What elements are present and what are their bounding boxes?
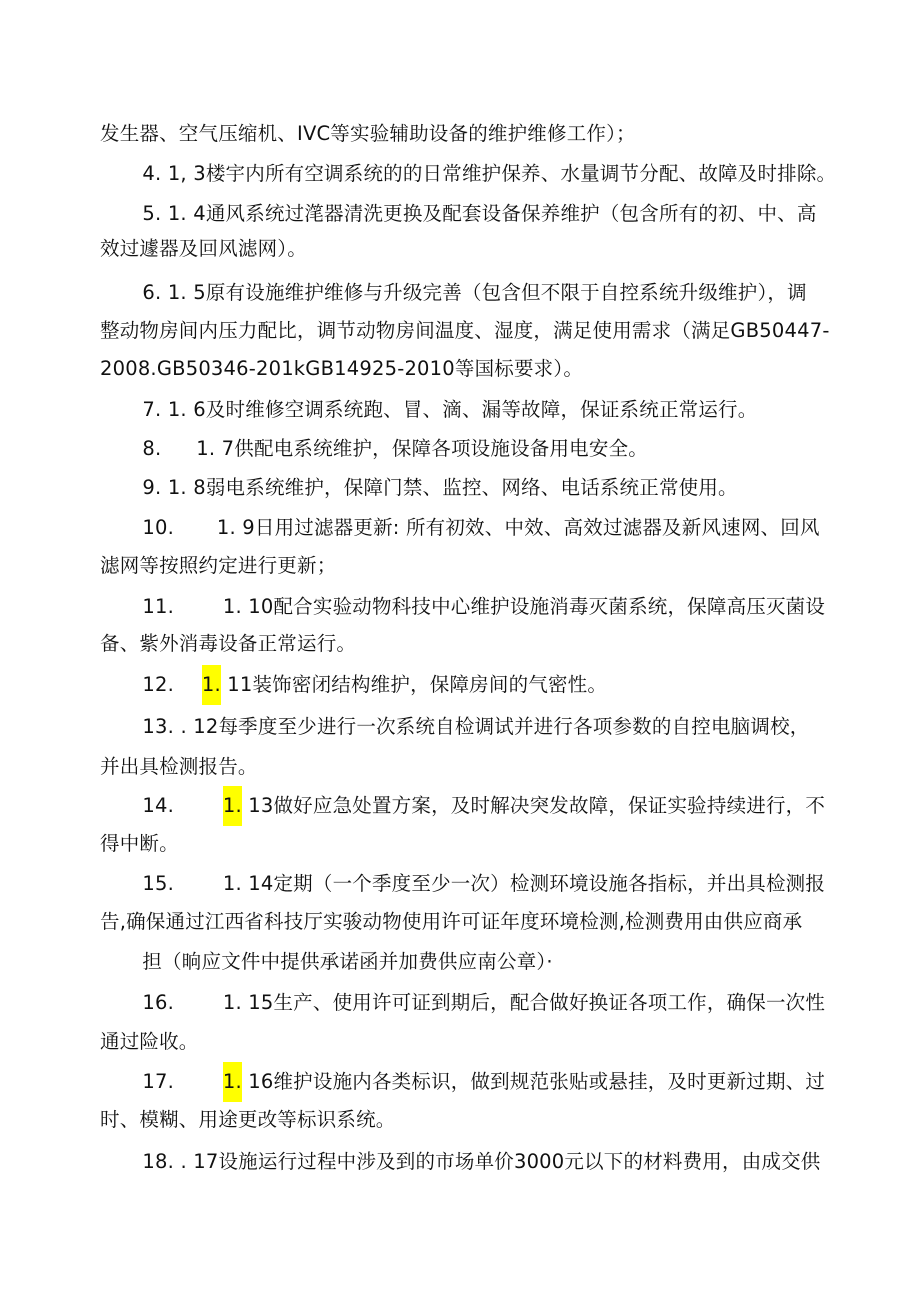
line-text: 时、模糊、用途更改等标识系统。 bbox=[100, 1108, 396, 1131]
item-number: 17. bbox=[142, 1070, 175, 1093]
section-prefix: 1. bbox=[167, 281, 187, 304]
line-text: 并出具检测报告。 bbox=[100, 755, 258, 778]
text-line bbox=[100, 114, 825, 154]
section-prefix: 1. bbox=[222, 991, 242, 1014]
line-text: 7供配电系统维护，保障各项设施设备用电安全。 bbox=[221, 437, 648, 460]
list-item-12 bbox=[100, 665, 825, 705]
list-item-6 bbox=[100, 273, 825, 313]
list-item-10 bbox=[100, 508, 825, 548]
line-text: 12每季度至少进行一次系统自检调试并进行各项参数的自控电脑调校， bbox=[193, 715, 810, 738]
text-line bbox=[100, 229, 825, 269]
text-line bbox=[100, 349, 825, 389]
item-number: 13. bbox=[142, 715, 175, 738]
text-line bbox=[100, 747, 825, 787]
text-line bbox=[100, 902, 825, 942]
item-number: 16. bbox=[142, 991, 175, 1014]
highlighted-prefix: 1. bbox=[223, 1062, 242, 1102]
list-item-4 bbox=[100, 154, 837, 194]
item-number: 10. bbox=[142, 516, 175, 539]
line-text: 14定期（一个季度至少一次）检测环境设施各指标，并出具检测报 bbox=[248, 872, 826, 895]
line-text: 滤网等按照约定进行更新； bbox=[100, 554, 337, 577]
line-text: 11装饰密闭结构维护，保障房间的气密性。 bbox=[227, 673, 608, 696]
list-item-11 bbox=[100, 587, 825, 627]
section-prefix: . bbox=[180, 715, 187, 738]
text-line bbox=[100, 824, 825, 864]
list-item-15 bbox=[100, 864, 825, 904]
section-prefix: 1. bbox=[196, 437, 216, 460]
line-text: 10配合实验动物科技中心维护设施消毒灭菌系统，保障高压灭菌设 bbox=[248, 595, 826, 618]
section-prefix: . bbox=[180, 1150, 187, 1173]
text-line bbox=[100, 546, 825, 586]
section-prefix: 1. bbox=[167, 476, 187, 499]
section-prefix: 1. bbox=[216, 516, 236, 539]
line-text: 15生产、使用许可证到期后，配合做好换证各项工作，确保一次性 bbox=[248, 991, 826, 1014]
item-number: 8. bbox=[142, 437, 162, 460]
list-item-9 bbox=[100, 468, 825, 508]
line-text: 13做好应急处置方案，及时解决突发故障，保证实验持续进行，不 bbox=[248, 794, 826, 817]
line-text: 16维护设施内各类标识，做到规范张贴或悬挂，及时更新过期、过 bbox=[248, 1070, 826, 1093]
line-text: 5原有设施维护维修与升级完善（包含但不限于自控系统升级维护），调 bbox=[193, 281, 807, 304]
highlighted-prefix: 1. bbox=[223, 786, 242, 826]
item-number: 15. bbox=[142, 872, 175, 895]
highlighted-prefix: 1. bbox=[202, 665, 221, 705]
section-prefix: 1. bbox=[167, 202, 187, 225]
list-item-17 bbox=[100, 1062, 825, 1102]
section-prefix: 1, bbox=[167, 162, 187, 185]
item-number: 4. bbox=[142, 162, 162, 185]
item-number: 7. bbox=[142, 398, 162, 421]
list-item-8 bbox=[100, 429, 825, 469]
section-prefix: 1. bbox=[222, 595, 242, 618]
item-number: 5. bbox=[142, 202, 162, 225]
line-text: 发生器、空气压缩机、IVC等实验辅助设备的维护维修工作）； bbox=[100, 122, 636, 145]
line-text: 得中断。 bbox=[100, 832, 179, 855]
line-text: 担（晌应文件中提供承诺函并加费供应南公章）· bbox=[142, 950, 553, 973]
line-text: 9日用过滤器更新: 所有初效、中效、高效过滤器及新风速网、回风 bbox=[242, 516, 820, 539]
item-number: 11. bbox=[142, 595, 175, 618]
line-text: 8弱电系统维护，保障门禁、监控、网络、电话系统正常使用。 bbox=[193, 476, 738, 499]
item-number: 18. bbox=[142, 1150, 175, 1173]
text-line bbox=[100, 942, 825, 982]
list-item-16 bbox=[100, 983, 825, 1023]
section-prefix: 1. bbox=[167, 398, 187, 421]
list-item-18 bbox=[100, 1142, 825, 1182]
item-number: 12. bbox=[142, 673, 175, 696]
line-text: 17设施运行过程中涉及到的市场单价3000元以下的材料费用，由成交供 bbox=[193, 1150, 821, 1173]
line-text: 3楼宇内所有空调系统的的日常维护保养、水量调节分配、故障及时排除。 bbox=[193, 162, 837, 185]
line-text: 4通风系统过滗器清洗更换及配套设备保养维护（包含所有的初、中、高 bbox=[193, 202, 817, 225]
list-item-14 bbox=[100, 786, 825, 826]
line-text: 效过遽器及回风滤网）。 bbox=[100, 237, 307, 260]
line-text: 备、紫外消毒设备正常运行。 bbox=[100, 632, 357, 655]
line-text: 2008.GB50346-201kGB14925-2010等国标要求）。 bbox=[100, 357, 584, 380]
item-number: 14. bbox=[142, 794, 175, 817]
section-prefix: 1. bbox=[222, 872, 242, 895]
item-number: 9. bbox=[142, 476, 162, 499]
list-item-5 bbox=[100, 194, 825, 234]
text-line bbox=[100, 311, 830, 351]
line-text: 整动物房间内压力配比，调节动物房间温度、湿度，满足使用需求（满足GB50447- bbox=[100, 319, 830, 342]
text-line bbox=[100, 1100, 825, 1140]
item-number: 6. bbox=[142, 281, 162, 304]
line-text: 告,确保通过江西省科技厅实骏动物使用许可证年度环境检测,检测费用由供应商承 bbox=[100, 910, 803, 933]
text-line bbox=[100, 624, 825, 664]
list-item-13 bbox=[100, 707, 825, 747]
line-text: 通过险收。 bbox=[100, 1030, 199, 1053]
line-text: 6及时维修空调系统跑、冒、滴、漏等故障，保证系统正常运行。 bbox=[193, 398, 758, 421]
text-line bbox=[100, 1022, 825, 1062]
list-item-7 bbox=[100, 390, 825, 430]
